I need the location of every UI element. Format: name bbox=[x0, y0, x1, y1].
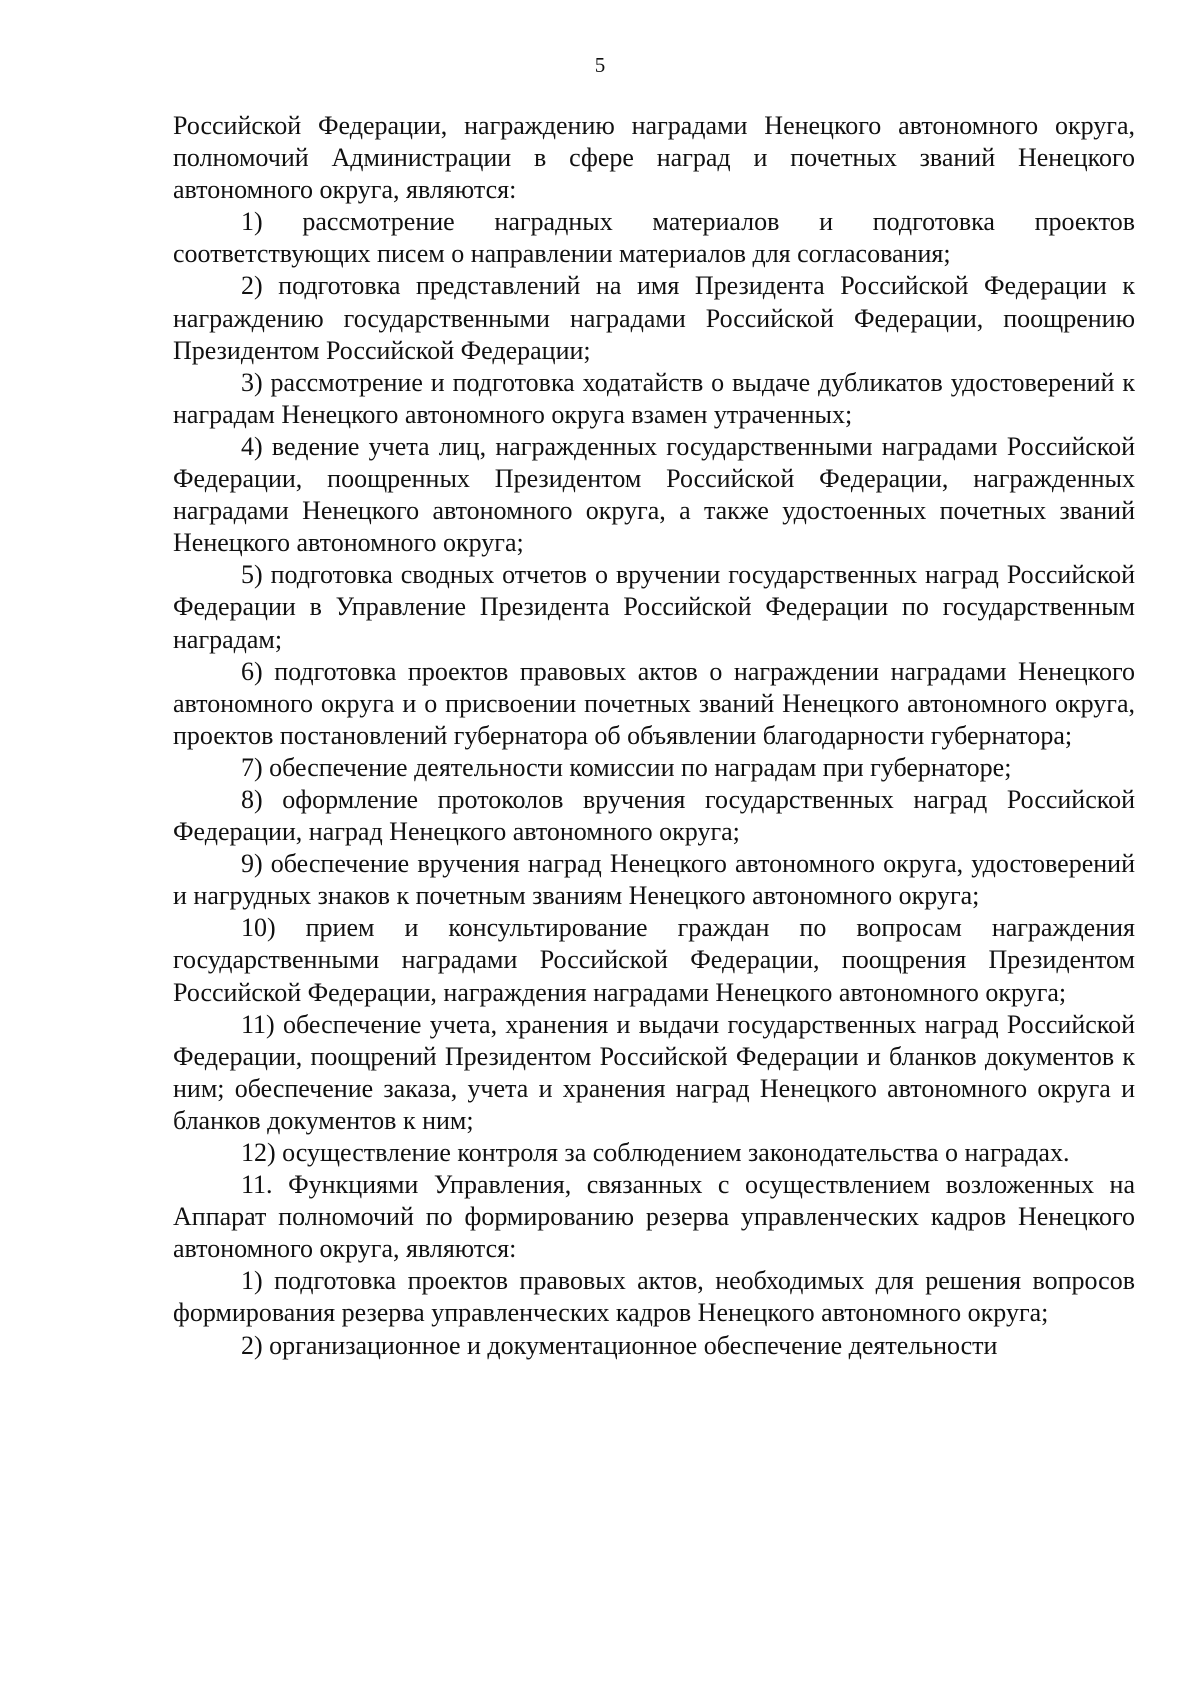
paragraph: 11) обеспечение учета, хранения и выдачи государственных наград Российской Федерации, поощрений Президентом Российской Федерации и бланков документов к ним; обеспечение заказа, учета и хранения наград Ненецкого автономного округа и бланков документов к ним; bbox=[173, 1009, 1135, 1135]
paragraph: 9) обеспечение вручения наград Ненецкого автономного округа, удостоверений и нагрудных знаков к почетным званиям Ненецкого автономного округа; bbox=[173, 849, 1135, 911]
paragraph: 1) рассмотрение наградных материалов и подготовка проектов соответствующих писем о направлении материалов для согласования; bbox=[173, 207, 1135, 269]
paragraph: 2) организационное и документационное обеспечение деятельности bbox=[241, 1330, 998, 1360]
paragraph: 5) подготовка сводных отчетов о вручении государственных наград Российской Федерации в Управление Президента Российской Федерации по государственным наградам; bbox=[173, 560, 1135, 654]
paragraph: 3) рассмотрение и подготовка ходатайств о выдаче дубликатов удостоверений к наградам Ненецкого автономного округа взамен утраченных; bbox=[173, 367, 1135, 429]
paragraph: 7) обеспечение деятельности комиссии по наградам при губернаторе; bbox=[241, 752, 1012, 782]
page-number: 5 bbox=[594, 53, 606, 77]
document-body bbox=[173, 110, 1135, 1362]
paragraph: 8) оформление протоколов вручения государственных наград Российской Федерации, наград Ненецкого автономного округа; bbox=[173, 784, 1135, 847]
paragraph: 10) прием и консультирование граждан по вопросам награждения государственными наградами Российской Федерации, поощрения Президентом Российской Федерации, награждения наградами Ненецкого автономного округа; bbox=[173, 913, 1135, 1007]
paragraph: Российской Федерации, награждению наградами Ненецкого автономного округа, полномочий Администрации в сфере наград и почетных званий Ненецкого автономного округа, являются: bbox=[173, 111, 1135, 205]
paragraph: 6) подготовка проектов правовых актов о награждении наградами Ненецкого автономного округа и о присвоении почетных званий Ненецкого автономного округа, проектов постановлений губернатора об объявлении благодарности губернатора; bbox=[173, 656, 1135, 750]
paragraph: 4) ведение учета лиц, награжденных государственными наградами Российской Федерации, поощренных Президентом Российской Федерации, награжденных наградами Ненецкого автономного округа, а также удостоенных почетных званий Ненецкого автономного округа; bbox=[173, 431, 1135, 558]
paragraph: 12) осуществление контроля за соблюдением законодательства о наградах. bbox=[241, 1138, 1070, 1167]
paragraph: 11. Функциями Управления, связанных с осуществлением возложенных на Аппарат полномочий по формированию резерва управленческих кадров Ненецкого автономного округа, являются: bbox=[173, 1170, 1135, 1264]
paragraph: 1) подготовка проектов правовых актов, необходимых для решения вопросов формирования резерва управленческих кадров Ненецкого автономного округа; bbox=[173, 1266, 1135, 1328]
paragraph: 2) подготовка представлений на имя Президента Российской Федерации к награждению государственными наградами Российской Федерации, поощрению Президентом Российской Федерации; bbox=[173, 271, 1135, 365]
